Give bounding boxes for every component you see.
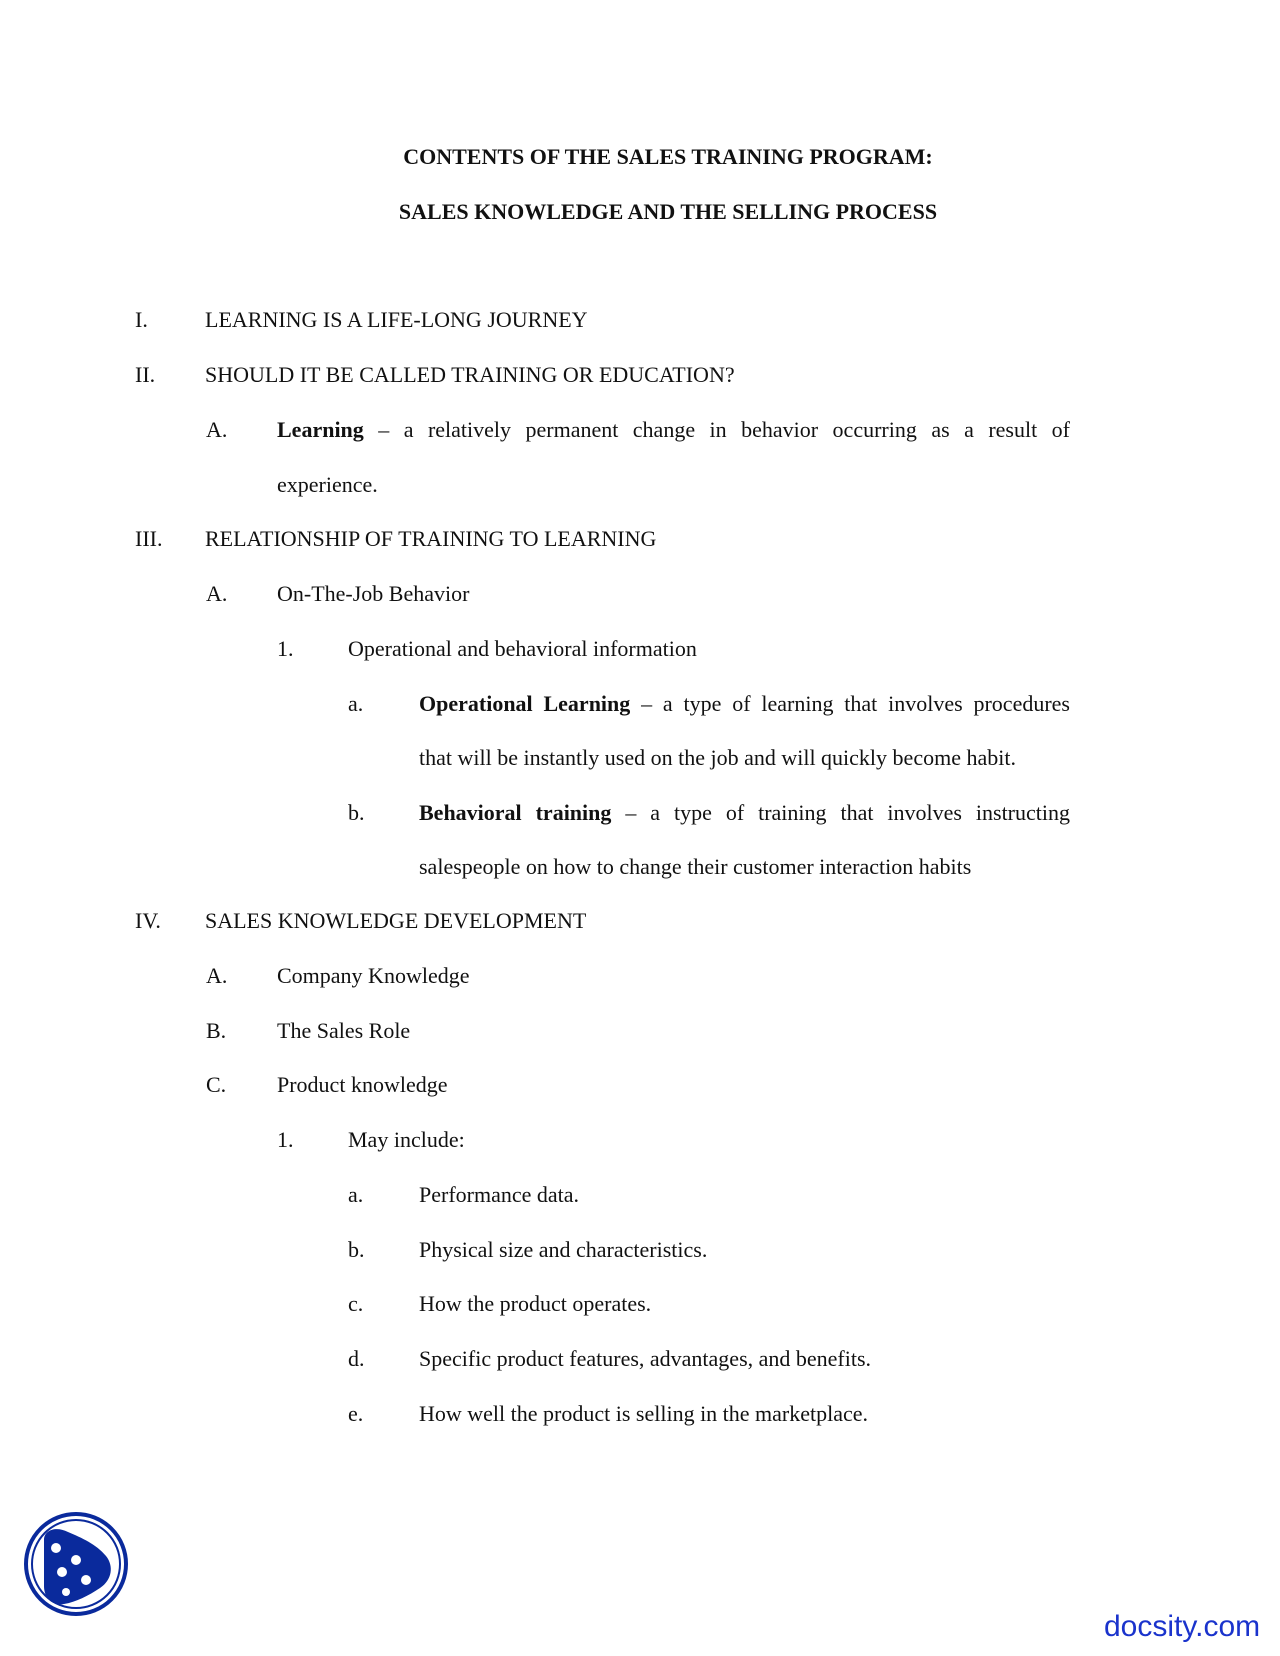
definition-continuation: that will be instantly used on the job and will quickly become habit. [419, 745, 1016, 770]
definition-text: – a type of training that involves instructing [611, 800, 1070, 825]
list-item-text: How well the product is selling in the marketplace. [419, 1401, 869, 1426]
outline-heading: SHOULD IT BE CALLED TRAINING OR EDUCATION? [205, 362, 735, 387]
outline-marker: 1. [277, 636, 294, 661]
outline-marker: C. [206, 1072, 227, 1097]
outline-heading: RELATIONSHIP OF TRAINING TO LEARNING [205, 526, 657, 551]
outline-marker: c. [348, 1291, 364, 1316]
term-operational-learning: Operational Learning [419, 691, 631, 716]
document-title-line-1: CONTENTS OF THE SALES TRAINING PROGRAM: [403, 144, 933, 169]
outline-marker: d. [348, 1346, 365, 1371]
outline-marker: A. [206, 581, 228, 606]
outline-marker: a. [348, 1182, 364, 1207]
definition-continuation: salespeople on how to change their customer interaction habits [419, 854, 972, 879]
definition-continuation: experience. [277, 472, 378, 497]
definition-learning [277, 415, 1070, 445]
definition-behavioral-training [419, 798, 1070, 828]
outline-text: Company Knowledge [277, 963, 470, 988]
outline-marker: e. [348, 1401, 364, 1426]
outline-marker: II. [135, 362, 156, 387]
list-item-text: Performance data. [419, 1182, 580, 1207]
outline-text: Product knowledge [277, 1072, 448, 1097]
outline-marker: III. [135, 526, 163, 551]
definition-text: – a relatively permanent change in behavior occurring as a result of [363, 417, 1070, 442]
term-behavioral-training: Behavioral training [419, 800, 612, 825]
list-item-text: Physical size and characteristics. [419, 1237, 708, 1262]
list-item-text: How the product operates. [419, 1291, 652, 1316]
docsity-logo-icon[interactable] [22, 1510, 130, 1618]
outline-marker: IV. [135, 908, 161, 933]
outline-marker: I. [135, 307, 148, 332]
list-item-text: Specific product features, advantages, and benefits. [419, 1346, 872, 1371]
outline-text: On-The-Job Behavior [277, 581, 470, 606]
document-title-line-2: SALES KNOWLEDGE AND THE SELLING PROCESS [398, 199, 938, 224]
outline-marker: b. [348, 1237, 365, 1262]
outline-marker: B. [206, 1018, 227, 1043]
outline-heading: LEARNING IS A LIFE-LONG JOURNEY [205, 307, 588, 332]
outline-heading: SALES KNOWLEDGE DEVELOPMENT [205, 908, 587, 933]
term-learning: Learning [277, 417, 364, 442]
definition-operational-learning [419, 689, 1070, 719]
outline-text: Operational and behavioral information [348, 636, 697, 661]
docsity-watermark-link[interactable]: docsity.com [1104, 1610, 1261, 1643]
definition-text: – a type of learning that involves procedures [630, 691, 1070, 716]
outline-marker: A. [206, 963, 228, 988]
outline-marker: 1. [277, 1127, 294, 1152]
outline-marker: A. [206, 417, 228, 442]
outline-marker: b. [348, 800, 365, 825]
outline-text: May include: [348, 1127, 465, 1152]
outline-text: The Sales Role [277, 1018, 411, 1043]
outline-marker: a. [348, 691, 364, 716]
